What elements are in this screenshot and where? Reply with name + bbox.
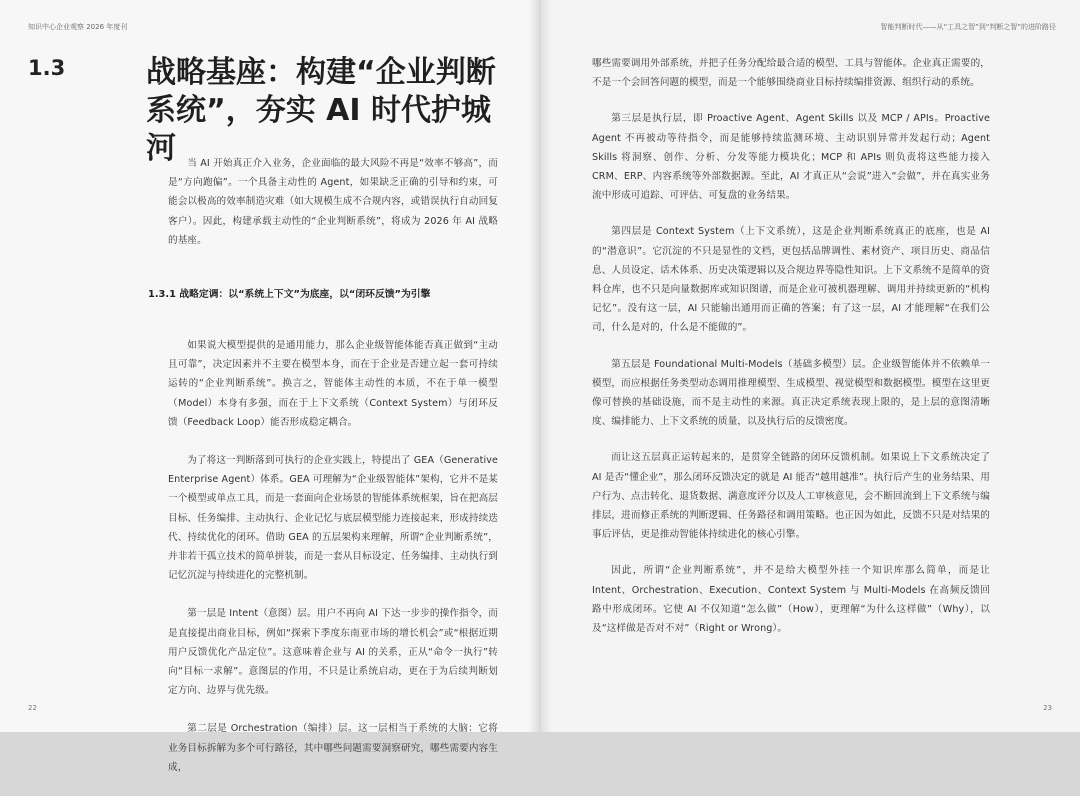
left-body-column [148,154,498,796]
subsection-heading: 1.3.1 战略定调：以“系统上下文”为底座，以“闭环反馈”为引擎 [148,289,431,301]
left-page [0,0,540,773]
book-gutter-shadow [528,0,552,732]
body-paragraph: 因此，所谓“企业判断系统”，并不是给大模型外挂一个知识库那么简单，而是让 Intent、Orchestration、Execution、Context System 与 Multi-Models 在高频反馈回路中形成闭环。它使 AI 不仅知道“怎么做”（How），更理解“为什么这样做”（Why），以及“这样做是否对不对”（Right or Wrong）。 [592,565,990,635]
page-number-left: 22 [28,704,37,712]
body-paragraph: 第一层是 Intent（意图）层。用户不再向 AI 下达一步步的操作指令，而是直接提出商业目标，例如“探索下季度东南亚市场的增长机会”或“根据近期用户反馈优化产品定位”。这意味着企业与 AI 的关系，正从“命令一执行”转向“目标一求解”。意图层的作用，不只是让系统启动，更在于为后续判断划定方向、边界与优先级。 [168,608,498,697]
body-paragraph: 哪些需要调用外部系统，并把子任务分配给最合适的模型、工具与智能体。企业真正需要的，不是一个会回答问题的模型，而是一个能够围绕商业目标持续编排资源、组织行动的系统。 [592,58,990,89]
body-paragraph: 如果说大模型提供的是通用能力，那么企业级智能体能否真正做到“主动且可靠”，决定因素并不主要在模型本身，而在于企业是否建立起一套可持续运转的“企业判断系统”。换言之，智能体主动性的本质，不在于单一模型（Model）本身有多强，而在于上下文系统（Context System）与闭环反馈（Feedback Loop）能否形成稳定耦合。 [168,340,498,428]
section-number: 1.3 [28,56,66,80]
running-head-left: 知识中心企业观察 2026 年度刊 [28,23,128,31]
page-number-right: 23 [1043,704,1052,712]
right-page [540,0,1080,732]
body-paragraph: 而让这五层真正运转起来的，是贯穿全链路的闭环反馈机制。如果说上下文系统决定了 AI 是否“懂企业”，那么闭环反馈决定的就是 AI 能否“越用越准”。执行后产生的业务结果、用户行为、点击转化、退货数据、满意度评分以及人工审核意见，会不断回流到上下文系统与编排层，进而修正系统的判断逻辑、任务路径和调用策略。也正因为如此，反馈不只是对结果的事后评估，更是推动智能体持续进化的核心引擎。 [592,452,990,541]
running-head-right: 智能判断时代——从“工具之智”到“判断之智”的进阶路径 [880,23,1056,31]
body-paragraph: 为了将这一判断落到可执行的企业实践上，特提出了 GEA（Generative Enterprise Agent）体系。GEA 可理解为“企业级智能体”架构，它并不是某一个模型或单点工具，而是一套面向企业场景的智能体系统框架，旨在把高层目标、任务编排、主动执行、企业记忆与底层模型能力连接起来，形成持续迭代、持续优化的闭环。借助 GEA 的五层架构来理解，所谓“企业判断系统”，并非若干孤立技术的简单拼装，而是一套从目标设定、任务编排、主动执行到记忆沉淀与持续进化的完整机制。 [168,455,498,582]
right-body-column [592,54,990,655]
body-paragraph: 第三层是执行层，即 Proactive Agent、Agent Skills 以及 MCP / APIs。Proactive Agent 不再被动等待指令，而是能够持续监测环境、主动识别异常并发起行动；Agent Skills 将洞察、创作、分析、分发等能力模块化；MCP 和 APIs 则负责将这些能力接入 CRM、ERP、内容系统等外部数据源。至此，AI 才真正从“会说”进入“会做”，并在真实业务流中形成可追踪、可评估、可复盘的业务结果。 [592,113,990,202]
body-paragraph: 第二层是 Orchestration（编排）层。这一层相当于系统的大脑：它将业务目标拆解为多个可行路径，其中哪些问题需要洞察研究，哪些需要内容生成， [168,723,498,773]
body-paragraph: 第四层是 Context System（上下文系统），这是企业判断系统真正的底座，也是 AI 的“潜意识”。它沉淀的不只是显性的文档，更包括品牌调性、素材资产、项目历史、商品信息、人员设定、话术体系、历史决策逻辑以及合规边界等隐性知识。上下文系统不是简单的资料仓库，也不只是向量数据库或知识图谱，而是企业可被机器理解、调用并持续更新的“机构记忆”。没有这一层，AI 只能输出通用而正确的答案；有了这一层，AI 才能理解“在我们公司，什么是对的，什么是不能做的”。 [592,226,990,334]
section-title: 战略基座：构建“企业判断系统”，夯实 AI 时代护城河 [146,55,496,166]
body-paragraph: 第五层是 Foundational Multi-Models（基础多模型）层。企业级智能体并不依赖单一模型，而应根据任务类型动态调用推理模型、生成模型、视觉模型和数据模型。模型在这里更像可替换的基础设施，而不是主动性的来源。真正决定系统表现上限的，是上层的意图清晰度、编排能力、上下文系统的质量，以及执行后的反馈密度。 [592,358,990,428]
intro-paragraph: 当 AI 开始真正介入业务，企业面临的最大风险不再是“效率不够高”，而是“方向跑偏”。一个具备主动性的 Agent，如果缺乏正确的引导和约束，可能会以极高的效率制造灾难（如大规模生成不合规内容，或错误执行自动回复客户）。因此，构建承载主动性的“企业判断系统”，将成为 2026 年 AI 战略的基座。 [168,158,498,246]
